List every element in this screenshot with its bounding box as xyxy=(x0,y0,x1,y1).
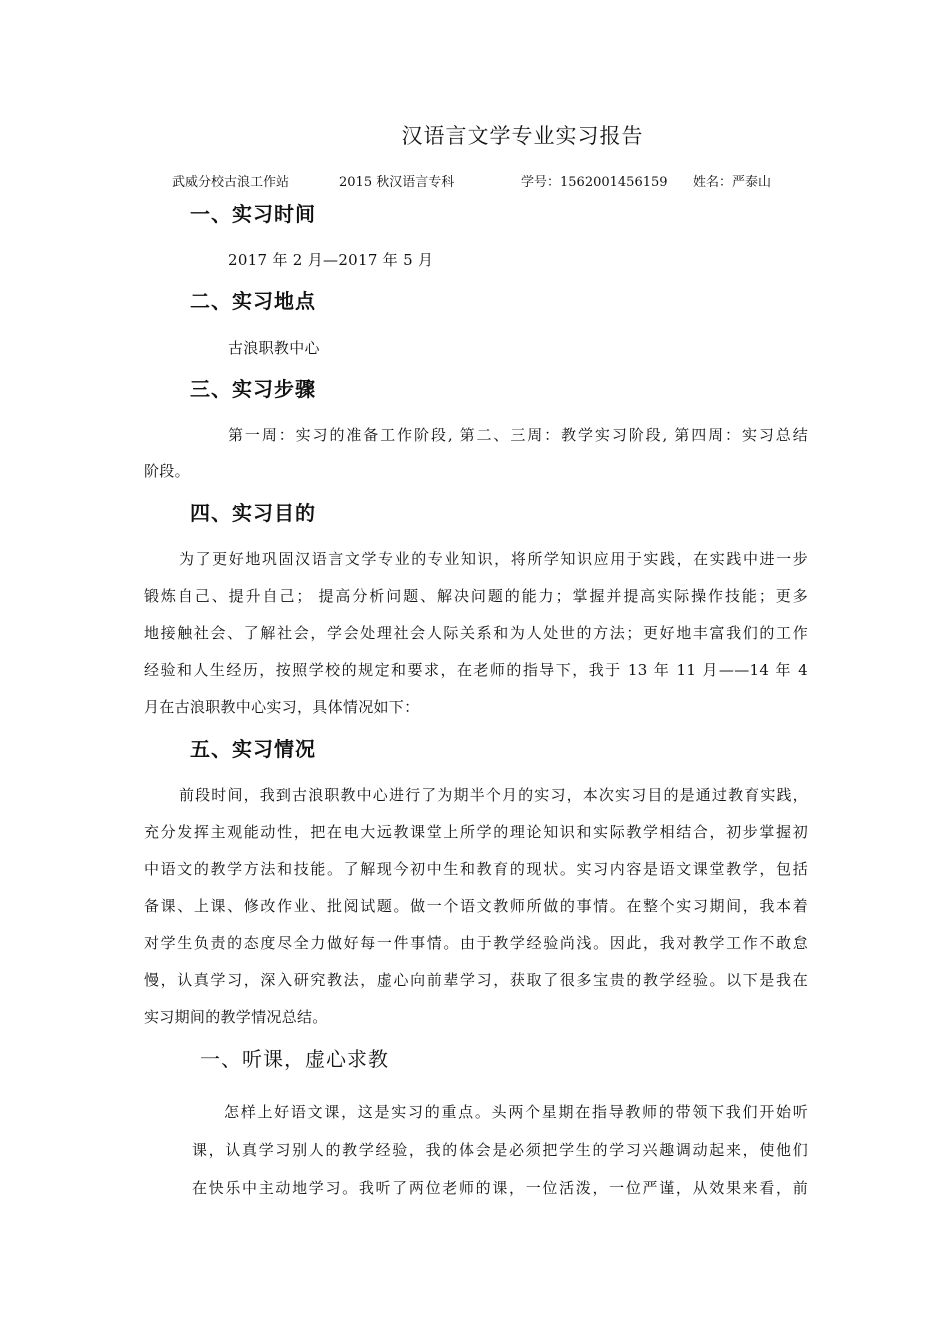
situation-line: 对学生负责的态度尽全力做好每一件事情。由于教学经验尚浅。因此，我对教学工作不敢怠 xyxy=(144,934,808,952)
heading-practice-steps: 三、实习步骤 xyxy=(190,377,316,401)
practice-steps-line: 第一周：实习的准备工作阶段, 第二、三周：教学实习阶段, 第四周：实习总结 xyxy=(228,426,808,444)
practice-steps-line: 阶段。 xyxy=(144,462,190,480)
meta-site: 武威分校古浪工作站 xyxy=(172,175,290,190)
purpose-line: 为了更好地巩固汉语言文学专业的专业知识，将所学知识应用于实践，在实践中进一步 xyxy=(179,550,808,568)
situation-line: 前段时间，我到古浪职教中心进行了为期半个月的实习，本次实习目的是通过教育实践， xyxy=(179,786,808,804)
meta-student-id: 学号：1562001456159 xyxy=(521,175,668,190)
practice-place-text: 古浪职教中心 xyxy=(228,339,320,357)
heading-practice-situation: 五、实习情况 xyxy=(190,737,316,761)
purpose-line: 锻炼自己、提升自己； 提高分析问题、解决问题的能力；掌握并提高实际操作技能；更多 xyxy=(144,587,808,605)
heading-practice-time: 一、实习时间 xyxy=(190,202,316,226)
listening-line: 怎样上好语文课，这是实习的重点。头两个星期在指导教师的带领下我们开始听 xyxy=(224,1103,808,1121)
listening-line: 课，认真学习别人的教学经验，我的体会是必须把学生的学习兴趣调动起来，使他们 xyxy=(192,1141,808,1159)
situation-line: 实习期间的教学情况总结。 xyxy=(144,1008,328,1026)
purpose-line: 经验和人生经历，按照学校的规定和要求，在老师的指导下，我于 13 年 11 月——14 年 4 xyxy=(144,661,808,679)
listening-line: 在快乐中主动地学习。我听了两位老师的课，一位活泼，一位严谨，从效果来看，前 xyxy=(192,1179,808,1197)
document-title: 汉语言文学专业实习报告 xyxy=(401,124,644,148)
meta-class: 2015 秋汉语言专科 xyxy=(339,175,455,190)
purpose-line: 地接触社会、了解社会，学会处理社会人际关系和为人处世的方法；更好地丰富我们的工作 xyxy=(144,624,808,642)
situation-line: 中语文的教学方法和技能。了解现今初中生和教育的现状。实习内容是语文课堂教学，包括 xyxy=(144,860,808,878)
practice-time-text: 2017 年 2 月—2017 年 5 月 xyxy=(228,251,434,269)
situation-line: 慢，认真学习，深入研究教法，虚心向前辈学习，获取了很多宝贵的教学经验。以下是我在 xyxy=(144,971,808,989)
meta-name: 姓名：严泰山 xyxy=(693,175,772,190)
situation-line: 备课、上课、修改作业、批阅试题。做一个语文教师所做的事情。在整个实习期间，我本着 xyxy=(144,897,808,915)
heading-practice-place: 二、实习地点 xyxy=(190,289,316,313)
purpose-line: 月在古浪职教中心实习，具体情况如下： xyxy=(144,698,420,716)
situation-line: 充分发挥主观能动性，把在电大远教课堂上所学的理论知识和实际教学相结合，初步掌握初 xyxy=(144,823,808,841)
subheading-listening: 一、听课，虚心求教 xyxy=(200,1047,389,1071)
heading-practice-purpose: 四、实习目的 xyxy=(190,501,316,525)
